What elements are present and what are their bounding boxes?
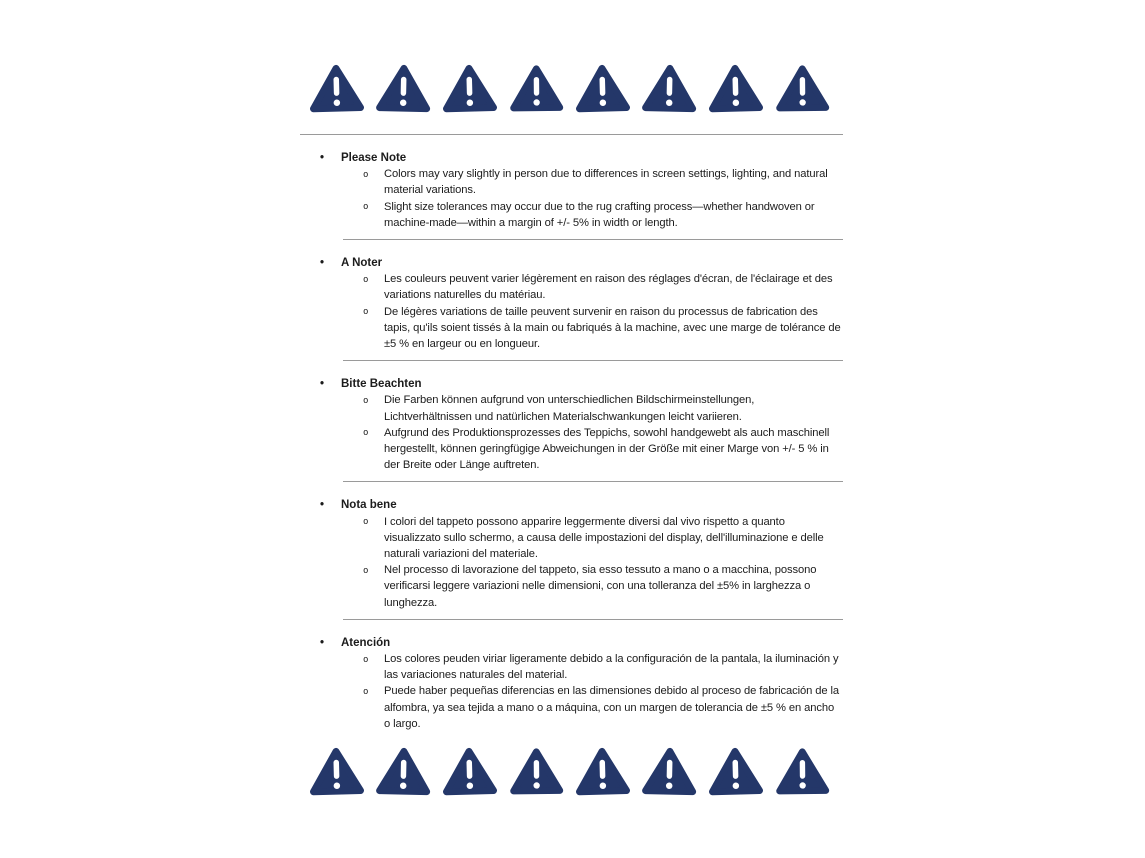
warning-triangle-icon bbox=[708, 63, 763, 115]
note-text: De légères variations de taille peuvent survenir en raison du processus de fabrication des tapis, qu'ils soient tissés à la main ou fabriqués à la machine, avec une marge de tolérance de ±5 % en largeur ou en longueur. bbox=[384, 305, 841, 351]
section-heading-row bbox=[300, 635, 843, 651]
sub-bullet-marker: o bbox=[363, 517, 369, 528]
note-text: Slight size tolerances may occur due to the rug crafting process—whether handwoven or machine-made—within a margin of +/- 5% in width or length. bbox=[384, 200, 815, 229]
sub-bullet-marker: o bbox=[363, 395, 369, 406]
note-item bbox=[300, 425, 843, 474]
section-atencion bbox=[300, 620, 843, 732]
note-text: Nel processo di lavorazione del tappeto, sia esso tessuto a mano o a macchina, possono verificarsi leggere variazioni nelle dimensioni, con una tolleranza del ±5% in larghezza o lunghezza. bbox=[384, 564, 817, 609]
sub-bullet-marker: o bbox=[363, 307, 369, 318]
note-text: Aufgrund des Produktionsprozesses des Teppichs, sowohl handgewebt als auch maschinell hergestellt, können geringfügige Abweichungen in der Größe mit einer Marge von +/- 5 % in der Breite oder Länge auftreten. bbox=[384, 426, 830, 472]
warning-triangle-icon bbox=[309, 63, 364, 115]
bullet-marker: • bbox=[320, 499, 325, 512]
note-item bbox=[300, 683, 843, 732]
section-nota-bene bbox=[300, 482, 843, 619]
section-heading-row bbox=[300, 255, 843, 271]
section-please-note bbox=[300, 135, 843, 240]
bullet-marker: • bbox=[320, 378, 325, 391]
warning-triangle-icon bbox=[575, 746, 630, 798]
warning-triangle-icon bbox=[775, 746, 830, 798]
bullet-marker: • bbox=[320, 152, 325, 164]
note-item bbox=[300, 199, 843, 231]
section-a-noter bbox=[300, 240, 843, 361]
warning-triangle-icon bbox=[309, 746, 364, 798]
section-heading: Please Note bbox=[341, 152, 407, 164]
warning-icons-top-row bbox=[309, 63, 830, 115]
warning-triangle-icon bbox=[708, 746, 763, 798]
warning-triangle-icon bbox=[442, 746, 497, 798]
warning-triangle-icon bbox=[642, 746, 697, 798]
warning-triangle-icon bbox=[509, 746, 564, 798]
note-item bbox=[300, 392, 843, 424]
note-text: I colori del tappeto possono apparire leggermente diversi dal vivo rispetto a quanto visualizzato sullo schermo, a causa delle impostazioni del display, dell'illuminazione e delle naturali variazioni del materiale. bbox=[384, 515, 824, 561]
note-text: Colors may vary slightly in person due to differences in screen settings, lighting, and natural material variations. bbox=[384, 168, 828, 197]
note-text: Les couleurs peuvent varier légèrement en raison des réglages d'écran, de l'éclairage et des variations naturelles du matériau. bbox=[384, 273, 833, 302]
bullet-marker: • bbox=[320, 636, 325, 649]
warning-triangle-icon bbox=[442, 63, 497, 115]
sub-bullet-marker: o bbox=[363, 428, 369, 439]
note-item bbox=[300, 166, 843, 198]
note-item bbox=[300, 651, 843, 683]
section-heading: Nota bene bbox=[341, 499, 397, 512]
warning-triangle-icon bbox=[642, 63, 697, 115]
section-heading-row bbox=[300, 376, 843, 392]
sub-bullet-marker: o bbox=[363, 274, 369, 285]
note-item bbox=[300, 514, 843, 563]
sub-bullet-marker: o bbox=[363, 169, 369, 180]
note-text: Puede haber pequeñas diferencias en las dimensiones debido al proceso de fabricación de la alfombra, ya sea tejida a mano o a máquina, con un margen de tolerancia de ±5 % en ancho o largo. bbox=[384, 685, 839, 730]
bullet-marker: • bbox=[320, 257, 325, 270]
section-heading: Bitte Beachten bbox=[341, 378, 422, 391]
note-item bbox=[300, 304, 843, 353]
note-item bbox=[300, 271, 843, 303]
sub-bullet-marker: o bbox=[363, 565, 369, 576]
warning-icons-bottom-row bbox=[309, 746, 830, 798]
section-bitte-beachten bbox=[300, 361, 843, 482]
warning-triangle-icon bbox=[376, 63, 431, 115]
warning-triangle-icon bbox=[775, 63, 830, 115]
warning-triangle-icon bbox=[509, 63, 564, 115]
note-text: Die Farben können aufgrund von unterschiedlichen Bildschirmeinstellungen, Lichtverhältnissen und natürlichen Materialschwankungen leicht variieren. bbox=[384, 394, 755, 423]
section-heading: Atención bbox=[341, 636, 391, 649]
sub-bullet-marker: o bbox=[363, 202, 369, 213]
section-heading: A Noter bbox=[341, 257, 383, 270]
note-text: Los colores peuden viriar ligeramente debido a la configuración de la pantala, la iluminación y las variaciones naturales del material. bbox=[384, 653, 839, 682]
document-content bbox=[300, 0, 843, 798]
sub-bullet-marker: o bbox=[363, 686, 369, 697]
warning-triangle-icon bbox=[376, 746, 431, 798]
warning-triangle-icon bbox=[575, 63, 630, 115]
note-item bbox=[300, 562, 843, 611]
section-heading-row bbox=[300, 150, 843, 166]
sub-bullet-marker: o bbox=[363, 654, 369, 665]
section-heading-row bbox=[300, 497, 843, 513]
